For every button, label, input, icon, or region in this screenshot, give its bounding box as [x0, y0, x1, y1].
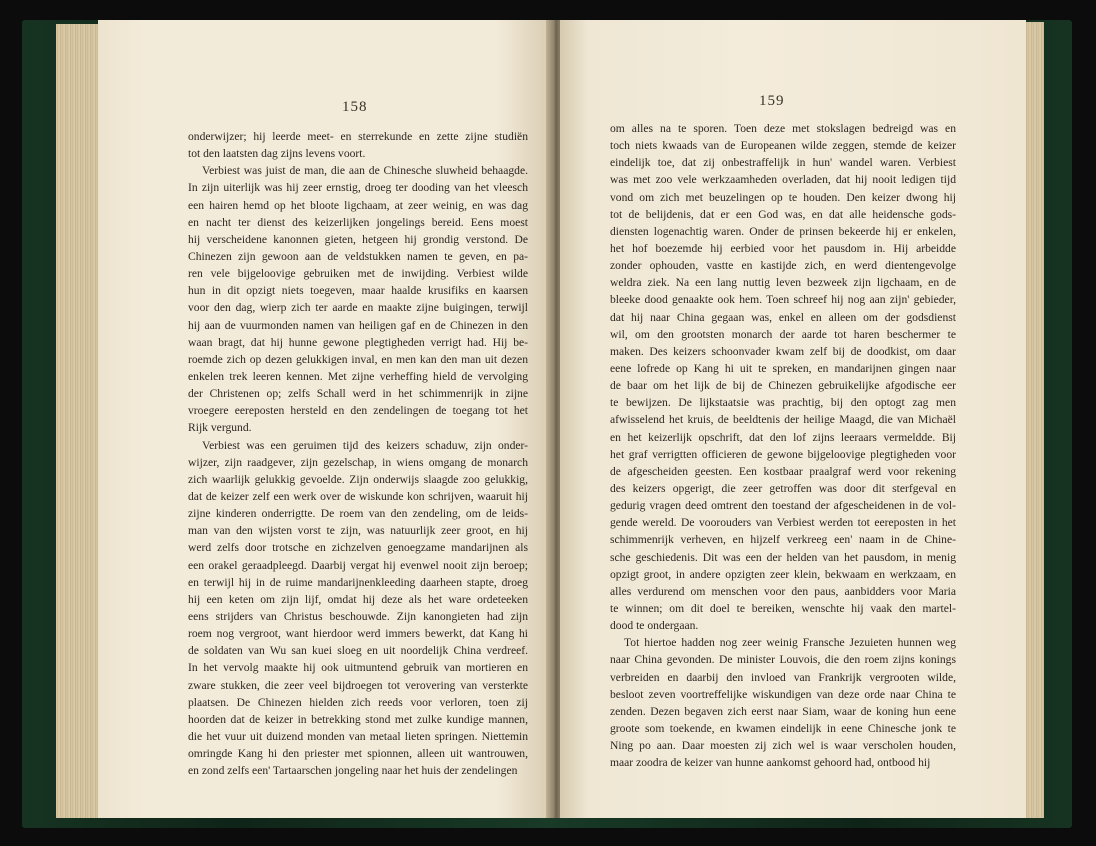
text-line: sche geschiedenis. Dit was een der helden van het pausdom, in menig: [610, 550, 956, 564]
text-line: een hairen hemd op het bloote ligchaam, at zeer weinig, en was dag: [188, 198, 528, 212]
text-line: was met zoo vele werkzaamheden overladen, dat hij nooit ledigen tijd: [610, 173, 956, 187]
text-line: werd zelfs door trotsche en zichzelven genoegzame mandarijnen als: [188, 541, 528, 555]
text-line: zich waarlijk gelukkig gevoelde. Zijn onderwijs slaagde zoo gelukkig,: [188, 472, 528, 486]
text-line: Tot hiertoe hadden nog zeer weinig Fransche Jezuieten hunnen weg: [624, 636, 956, 650]
text-line: en terwijl hij in de ruime mandarijnenkleeding daarheen stapte, droeg: [188, 575, 528, 589]
text-line: wijzer, zijn raadgever, zijn gezelschap, in wiens omgang de monarch: [188, 455, 528, 469]
page-number-right: 159: [759, 93, 785, 109]
text-line: dood te ondergaan.: [610, 619, 699, 633]
text-line: des keizers opgerigt, die zeer getroffen was door dit sterfgeval en: [610, 481, 956, 495]
text-line: het hof boezemde hij eerbied voor het pausdom in. Hij arbeidde: [610, 241, 956, 255]
text-line: en het keizerlijk opschrift, dat den lof zijns leeraars vermeldde. Bij: [610, 430, 956, 444]
text-line: te winnen; om dit doel te bereiken, wenschte hij vaak den martel-: [610, 601, 956, 615]
text-line: alles verdurend om menschen voor den paus, aanbidders voor Maria: [610, 584, 956, 598]
text-line: voor den dag, wierp zich ter aarde en maakte zijne buigingen, terwijl: [188, 301, 528, 315]
text-line: hij een keten om zijn lijf, omdat hij deze als het ware ordeteeken: [188, 592, 528, 606]
text-line: het graf verrigtten officieren de gewone bijgeloovige plegtigheden voor: [610, 447, 956, 461]
text-line: zijne kinderen onderrigtte. De roem van den zendeling, om de leids-: [188, 507, 528, 521]
text-line: die het vuur uit duizend monden van metaal lieten springen. Niettemin: [188, 729, 528, 743]
left-page-body: [188, 128, 528, 779]
text-line: In het vervolg maakte hij ook uitmuntend gebruik van mortieren en: [188, 661, 528, 675]
text-line: Ning po aan. Daar moesten zij zich wel is waar verscholen houden,: [610, 739, 956, 753]
text-line: vond om zich met beuzelingen op te houden. Den keizer dwong hij: [610, 190, 956, 204]
text-line: plaatsen. De Chinezen hielden zich reeds voor verloren, toen zij: [188, 695, 528, 709]
text-line: roem nog vergroot, want hierdoor werd immers bewerkt, dat Kang hi: [188, 627, 528, 641]
text-line: zenden. Dezen begaven zich eerst naar Siam, waar de koning hun eene: [610, 704, 956, 718]
text-line: zonder ophouden, vastte en kastijde zich, en werd dientengevolge: [610, 259, 956, 273]
text-line: en nacht ter dienst des keizerlijken jongelings bereid. Eens moest: [188, 215, 528, 229]
text-line: eene lofrede op Kang hi uit te spreken, en mandarijnen gingen naar: [610, 361, 956, 375]
text-line: de soldaten van Wu san kuei sloeg en uit noordelijk China verdreef.: [188, 644, 528, 658]
text-line: te bewijzen. De lijkstaatsie was prachtig, bij den optogt zag men: [610, 396, 956, 410]
text-line: hun in dit opzigt niets toegeven, maar haalde krusifiks en kaarsen: [188, 284, 528, 298]
text-line: Verbiest was een geruimen tijd des keizers schaduw, zijn onder-: [202, 438, 528, 452]
text-line: In zijn uiterlijk was hij zeer ernstig, droeg ter dooding van het vleesch: [188, 181, 528, 195]
text-line: tot de belijdenis, dat er een God was, en dat alle heidensche gods-: [610, 207, 956, 221]
text-line: waan bragt, dat hij hunne gewone plegtigheden verrigt had. Hij be-: [188, 335, 528, 349]
text-line: Rijk vergund.: [188, 421, 252, 435]
text-line: diensten logenachtig waren. Onder de prinsen bekeerde hij er enkelen,: [610, 224, 956, 238]
text-line: der Christenen op; zelfs Schall werd in het schimmenrijk in zijne: [188, 387, 528, 401]
text-line: om alles na te sporen. Toen deze met stokslagen bedreigd was en: [610, 122, 956, 135]
text-line: gende wereld. De voorouders van Verbiest werden tot eereposten in het: [610, 516, 956, 530]
text-line: naar China gevonden. De minister Louvois, die den roem zijns konings: [610, 653, 956, 667]
text-line: besloot zeven voortreffelijke wiskundigen van deze orde naar China te: [610, 687, 956, 701]
text-line: groote som toekende, en kwamen eindelijk in eene Chinesche jonk te: [610, 721, 956, 735]
text-line: eindelijk toe, dat zij onbestraffelijk in hun' wandel waren. Verbiest: [610, 156, 956, 170]
text-line: bleeke dood genaakte ook hem. Toen schreef hij nog aan zijn' gebieder,: [610, 293, 956, 307]
page-edges-left: [56, 24, 102, 818]
text-line: weldra ziek. Na een lang nuttig leven bezweek zijn ligchaam, en de: [610, 276, 956, 290]
text-line: schimmenrijk verheven, en hijzelf verkreeg een' naam in de Chine-: [610, 533, 956, 547]
text-line: toch niets kwaads van de Europeanen wilde zeggen, stemde de keizer: [610, 139, 956, 153]
text-line: Verbiest was juist de man, die aan de Chinesche sluwheid behaagde.: [202, 164, 528, 178]
text-line: tot den laatsten dag zijns levens voort.: [188, 147, 366, 161]
text-line: maken. Des keizers schoonvader kwam zelf bij de doodkist, om daar: [610, 344, 956, 358]
text-line: vroegere eereposten hersteld en den zendelingen de toegang tot het: [188, 404, 528, 418]
text-line: hij verscheidene kanonnen gieten, hetgeen hij grondig verstond. De: [188, 232, 528, 246]
text-line: en zond zelfs een' Tartaarschen jongeling naar het huis der zendelingen: [188, 764, 518, 778]
text-line: maar zoodra de keizer van hunne aankomst gehoord had, ontbood hij: [610, 756, 931, 770]
text-line: wil, om den grootsten monarch der aarde tot haren beschermer te: [610, 327, 956, 341]
text-line: afwisselend het kruis, de beeldtenis der heilige Maagd, die van Michaël: [610, 413, 956, 427]
text-line: gedurig vragen deed omtrent den toestand der afgescheidenen in de vol-: [610, 499, 956, 513]
text-line: de afgescheiden geesten. Een kostbaar praalgraf werd voor rekening: [610, 464, 956, 478]
page-number-left: 158: [342, 99, 368, 115]
text-line: onderwijzer; hij leerde meet- en sterrekunde en zette zijne studiën: [188, 130, 528, 143]
text-line: hoorden dat de keizer in betrekking stond met zulke kundige mannen,: [188, 712, 528, 726]
text-line: dat de keizer zelf een werk over de wiskunde kon schrijven, waaruit hij: [188, 489, 528, 503]
text-line: Chinezen zijn gewoon aan de veldstukken namen te geven, en pa-: [188, 249, 528, 263]
text-line: eens strijders van Christus beschouwde. Zijn kanongieten had zijn: [188, 609, 528, 623]
text-line: roemde zich op dezen gelukkigen inval, en men kan den man uit dezen: [188, 352, 528, 366]
text-line: een orakel geraadpleegd. Daarbij vergat hij evenwel nooit zijn beroep;: [188, 558, 528, 572]
text-line: dat hij naar China gegaan was, enkel en alleen om der godsdienst: [610, 310, 956, 324]
right-page-body: [610, 120, 956, 771]
text-line: hij aan de vuurmonden namen van heiligen gaf en de Chinezen in den: [188, 318, 528, 332]
text-line: ren vele bijgeloovige gebruiken met de inwijding. Verbiest wilde: [188, 267, 528, 281]
left-page: [98, 20, 550, 818]
text-line: verbreiden en daarbij den invloed van Frankrijk vergrooten wilde,: [610, 670, 956, 684]
text-line: enkelen trek leeren kennen. Met zijne verheffing hield de vervolging: [188, 369, 528, 383]
text-line: zware stukken, die zeer veel bijdroegen tot verovering van versterkte: [188, 678, 528, 692]
text-line: omringde Kang hi den priester met spionnen, alleen uit wantrouwen,: [188, 747, 528, 761]
text-line: man van den wijsten vorst te zijn, was natuurlijk zeer groot, en hij: [188, 524, 528, 538]
text-line: de baar om het lijk de bij de Chinezen gebruikelijke afgodische eer: [610, 379, 956, 393]
text-line: opzigt groot, in andere opzigten zeer klein, bekwaam en werkzaam, en: [610, 567, 956, 581]
right-page: [560, 20, 1026, 818]
